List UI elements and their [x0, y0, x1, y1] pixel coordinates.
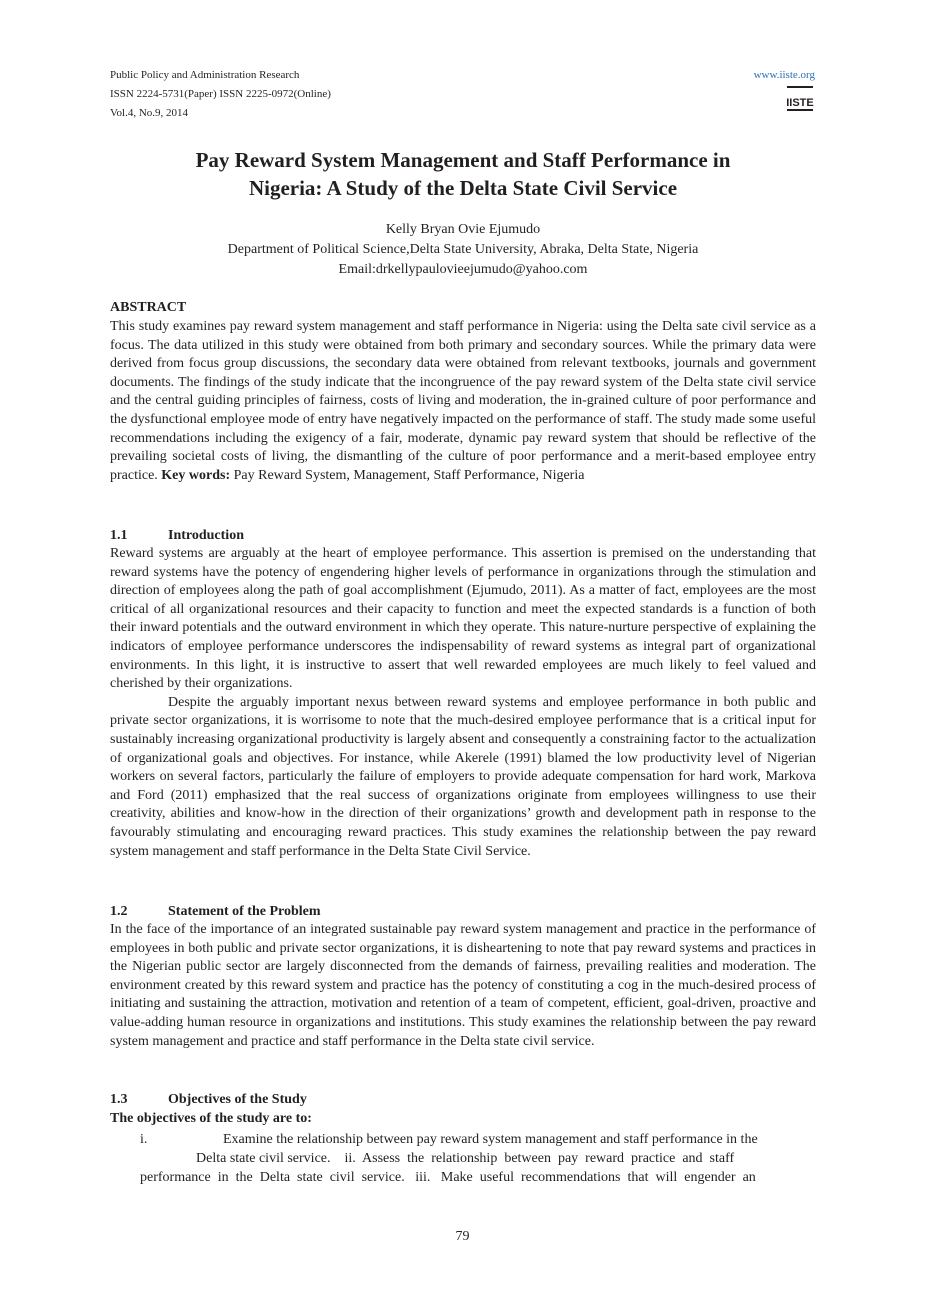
section-title: Objectives of the Study	[168, 1092, 307, 1107]
section-1-2-heading	[110, 902, 321, 921]
paper-title	[110, 146, 816, 202]
page-number: 79	[455, 1229, 470, 1244]
iiste-logo	[785, 84, 815, 114]
objective-line-2: Delta state civil service. ii. Assess the relationship between pay reward practice and staff	[196, 1151, 735, 1166]
title-line-2: Nigeria: A Study of the Delta State Civil Service	[248, 176, 678, 200]
section-title: Statement of the Problem	[168, 904, 321, 919]
issn: ISSN 2224-5731(Paper) ISSN 2225-0972(Online)	[110, 88, 331, 100]
journal-url-link[interactable]: www.iiste.org	[753, 69, 815, 81]
author-name: Kelly Bryan Ovie Ejumudo	[385, 222, 541, 237]
objective-line-3: performance in the Delta state civil service. iii. Make useful recommendations that will engender an	[140, 1170, 756, 1185]
section-number: 1.3	[110, 1092, 128, 1107]
author-email: Email:drkellypaulovieejumudo@yahoo.com	[338, 262, 588, 277]
section-title: Introduction	[168, 528, 244, 543]
logo-text: IISTE	[786, 97, 814, 109]
intro-paragraph-2: Despite the arguably important nexus between reward systems and employee performance in both public and private sector organizations, it is worrisome to note that the much-desired employee performance that is a critical input for sustainably increasing organizational productivity is largely absent and consequently a constraining factor to the actualization of organizational goals and objectives. For instance, while Akerele (1991) blamed the low productivity level of Nigerian workers on several factors, particularly the failure of employers to provide adequate compensation for hard work, Markova and Ford (2011) emphasized that the real success of organizations originate from employees willingness to use their creativity, abilities and know-how in the direction of their organizations’ growth and development path in response to the favourably stimulating and encouraging reward practices. This study examines the relationship between the pay reward system management and staff performance in the Delta State Civil Service.	[110, 694, 816, 859]
intro-paragraph-1: Reward systems are arguably at the heart of employee performance. This assertion is premised on the understanding that reward systems have the potency of engendering higher levels of performance in organizations through the stimulation and direction of employees along the path of goal accomplishment (Ejumudo, 2011). As a matter of fact, employees are the most critical of all organizational resources and their capacity to function and meet the expected standards is a function of both their inward potentials and the outward environment in which they operate. This nature-nurture perspective of explaining the indicators of employee performance underscores the indispensability of reward systems as integral part of organizational environments. In this light, it is instructive to assert that well rewarded employees are much likely to feel valued and cherished by their organizations.	[110, 546, 816, 692]
item-text: Examine the relationship between pay reward system management and staff performance in the	[223, 1132, 758, 1147]
abstract-heading: ABSTRACT	[110, 300, 187, 315]
objectives-list	[140, 1131, 816, 1188]
journal-name: Public Policy and Administration Research	[110, 69, 300, 81]
author-affiliation: Department of Political Science,Delta State University, Abraka, Delta State, Nigeria	[227, 242, 699, 257]
abstract-body	[110, 318, 816, 485]
title-line-1: Pay Reward System Management and Staff Performance in	[195, 148, 731, 172]
section-number: 1.1	[110, 528, 128, 543]
section-1-3-heading	[110, 1090, 307, 1109]
volume: Vol.4, No.9, 2014	[110, 107, 189, 119]
problem-paragraph: In the face of the importance of an integrated sustainable pay reward system management and practice in the performance of employees in both public and private sector organizations, it is disheartening to note that pay reward systems and practices in the Nigerian public sector are largely disconnected from the demands of fairness, prevailing realities and moderation. The environment created by this reward system and practice has the potency of constituting a cog in the much-desired process of initiating and sustaining the attraction, motivation and retention of a team of competent, efficient, goal-driven, proactive and value-adding human resource in organizations and institutions. This study examines the relationship between the pay reward system management and practice and staff performance in the Delta state civil service.	[110, 922, 816, 1049]
section-1-1-heading	[110, 526, 244, 545]
item-marker: i.	[140, 1132, 148, 1147]
section-number: 1.2	[110, 904, 128, 919]
objectives-lead: The objectives of the study are to:	[110, 1111, 312, 1126]
keywords-label: Key words:	[161, 467, 231, 483]
keywords: Pay Reward System, Management, Staff Performance, Nigeria	[233, 467, 585, 483]
introduction-body	[110, 545, 816, 861]
abstract-text: This study examines pay reward system management and staff performance in Nigeria: using the Delta sate civil service as a focus. The data utilized in this study were obtained from both primary and secondary sources. While the primary data were derived from focus group discussions, the secondary data were obtained from relevant textbooks, journals and government documents. The findings of the study indicate that the incongruence of the pay reward system of the Delta state civil service and the central guiding principles of fairness, costs of living and moderation, the in-grained culture of poor performance and the dysfunctional employee mode of entry have negatively impacted on the performance of staff. The study made some useful recommendations including the exigency of a fair, moderate, dynamic pay reward system that should be reflective of the prevailing societal costs of living, the dismantling of the culture of poor performance and a merit-based employee entry practice.	[110, 319, 816, 483]
objective-item-1	[140, 1131, 816, 1150]
problem-body	[110, 921, 816, 1051]
